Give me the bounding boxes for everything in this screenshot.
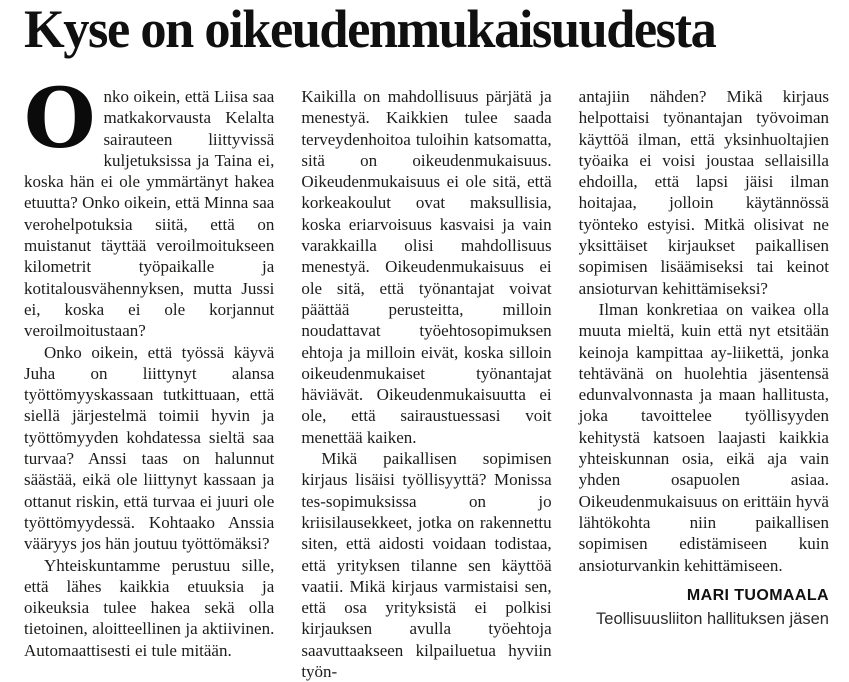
paragraph-text: nko oikein, että Liisa saa matkakorvausta Kelalta sairauteen liittyvissä kuljetuksissa ja Taina ei, koska hän ei ole ymmärtänyt hakea etuutta? Onko oikein, että Minna saa verohelpotuksia siitä, että on muistanut täyttää veroilmoitukseen kilometrit työpaikalle ja kotitalousvähennyksen, mutta Jussi ei, koska ei ole korjannut veroilmoitustaan? xyxy=(24,87,275,341)
paragraph: antajiin nähden? Mikä kirjaus helpottaisi työnantajan työvoiman käyttöä ilman, että yksinhuoltajien työaika ei voisi joustaa sellaisilla ehdoilla, että lapsi jäisi ilman hoitajaa, jolloin käytännössä työnteko estyisi. Mitkä olisivat ne yksittäiset kirjaukset paikallisen sopimisen lisäämiseksi tai keinot ansioturvan kehittämiseksi? xyxy=(578,87,829,298)
byline xyxy=(579,585,829,631)
page-title: Kyse on oikeudenmukaisuudesta xyxy=(24,0,716,59)
paragraph: Ilman konkretiaa on vaikea olla muuta mieltä, kuin että nyt etsitään keinoja kampittaa ay-liikettä, jonka tehtävänä on huolehtia jäsentensä edunvalvonnasta ja maan hallitusta, joka tavoittelee työllisyyden kehitystä katsoen laajasti kaikkia yhteiskunnan osia, eikä aja vain yhden osapuolen asiaa. Oikeudenmukaisuus on erittäin hyvä lähtökohta niin paikallisen sopimisen edistämiseen kuin ansioturvankin kehittämiseen. xyxy=(578,299,829,575)
paragraph: Onko oikein, että työssä käyvä Juha on liittynyt alansa työttömyyskassaan tutkittuaan, että siellä järjestelmä toimii hyvin ja työttömyyden kohdatessa sieltä saa turvaa? Anssi taas on halunnut säästää, eikä ole liittynyt kassaan ja ottanut riskin, että turvaa ei juuri ole työttömyydessä. Kohtaako Anssia vääryys jos hän joutuu työttömäksi? xyxy=(24,342,275,554)
article-column-3 xyxy=(579,86,829,682)
drop-cap: O xyxy=(24,71,96,167)
byline-author: MARI TUOMAALA xyxy=(686,586,829,604)
paragraph: Yhteiskuntamme perustuu sille, että lähes kaikkia etuuksia ja oikeuksia tulee hakea sekä olla tietoinen, aloitteellinen ja aktiivinen. Automaattisesti ei tule mitään. xyxy=(24,555,275,660)
article-body xyxy=(24,71,829,682)
byline-role: Teollisuusliiton hallituksen jäsen xyxy=(596,610,829,629)
article-column-2 xyxy=(301,86,551,682)
paragraph: Kaikilla on mahdollisuus pärjätä ja menestyä. Kaikkien tulee saada terveydenhoitoa tuloihin katsomatta, sitä on oikeudenmukaisuus. Oikeudenmukaisuus ei ole sitä, että korkeakoulut ovat maksullisia, koska eriarvoisuus kasvaisi ja vain varakkailla olisi mahdollisuus menestyä. Oikeudenmukaisuus ei ole sitä, että työnantajat voivat päättää perusteitta, milloin noudattavat työehtosopimuksen ehtoja ja milloin eivät, koska silloin oikeudenmukaiset työnantajat häviävät. Oikeudenmukaisuutta ei ole, että sairaustuessasi voit menettää kaiken. xyxy=(301,87,552,447)
article-column-1 xyxy=(24,71,275,682)
paragraph: Mikä paikallisen sopimisen kirjaus lisäisi työllisyyttä? Monissa tes-sopimuksissa on jo kriisilausekkeet, jotka on rakennettu siten, että aidosti voidaan todistaa, että yrityksen tilanne sen käyttöä vaatii. Mikä kirjaus varmistaisi sen, että osa yrityksistä ei polkisi kirjauksen avulla työehtoja saavuttaakseen kilpailuetua hyviin työn- xyxy=(301,449,552,682)
paragraph xyxy=(24,71,275,342)
